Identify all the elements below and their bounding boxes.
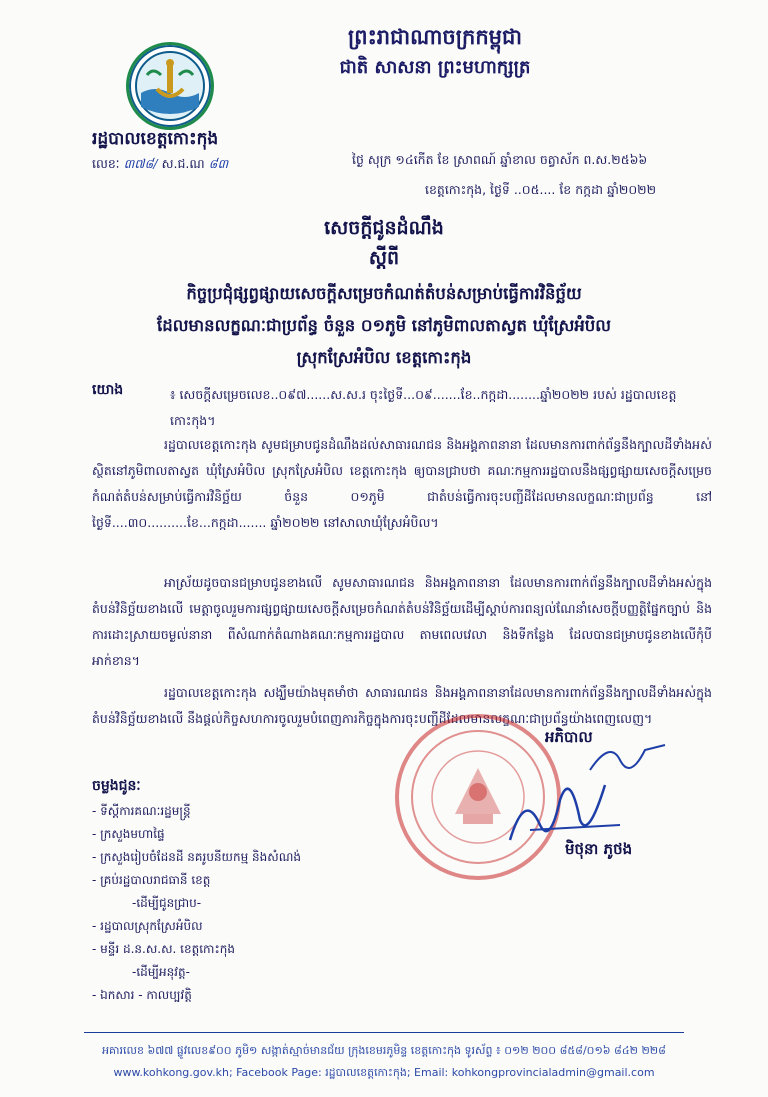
- document-title: សេចក្តីជូនដំណឹង: [324, 217, 444, 239]
- kingdom-heading: ព្រះរាជាណាចក្រកម្ពុជា: [347, 24, 522, 49]
- recipient-item: - ឯកសារ - កាលប្បវត្តិ: [92, 988, 192, 1002]
- national-motto: ជាតិ សាសនា ព្រះមហាក្សត្រ: [339, 57, 531, 78]
- ref-number-handwritten: ៣៧៨/: [123, 156, 158, 171]
- recipient-item: - ទីស្តីការគណៈរដ្ឋមន្ត្រី: [92, 804, 191, 818]
- recipient-item: - ក្រសួងមហាផ្ទៃ: [92, 827, 165, 841]
- footer-contact: www.kohkong.gov.kh; Facebook Page: រដ្ឋបាលខេត្តកោះកុង; Email: kohkongprovincialadmin@gmail.com: [113, 1066, 655, 1079]
- place-and-date: ខេត្តកោះកុង, ថ្ងៃទី ..០៥.... ខែ កក្កដា ឆ្នាំ២០២២: [425, 182, 657, 197]
- subject-line-1: កិច្ចប្រជុំផ្សព្វផ្សាយសេចក្តីសម្រេចកំណត់តំបន់សម្រាប់ធ្វើការវិនិច្ឆ័យ: [186, 284, 582, 303]
- issuing-authority: រដ្ឋបាលខេត្តកោះកុង: [92, 129, 219, 149]
- reference-label: យោង: [92, 382, 124, 398]
- ref-suffix: ស.ជ.ណ: [161, 156, 205, 171]
- recipients-title: ចម្លងជូនៈ: [92, 778, 141, 794]
- signatory-title: អភិបាល: [545, 728, 593, 746]
- recipient-item: - គ្រប់រដ្ឋបាលរាជធានី ខេត្ត: [92, 873, 211, 887]
- lunar-date: ថ្ងៃ សុក្រ ១៤កើត ខែ ស្រាពណ៍ ឆ្នាំខាល ចត្វាស័ក ព.ស.២៥៦៦: [352, 152, 648, 167]
- recipient-note: -ដើម្បីជូនជ្រាប-: [132, 896, 202, 910]
- recipient-item: - រដ្ឋបាលស្រុកស្រែអំបិល: [92, 919, 203, 933]
- body-paragraph-1: រដ្ឋបាលខេត្តកោះកុង សូមជម្រាបជូនដំណឹងដល់សាធារណជន និងអង្គភាពនានា ដែលមានការពាក់ព័ន្ធនឹងក្បាលដីទាំងអស់ ស្ថិតនៅភូមិពាលតាស្វត ឃុំស្រែអំបិល ស្រុកស្រែអំបិល ខេត្តកោះកុង ឲ្យបានជ្រាបថា គណៈកម្មការរដ្ឋបាលនឹងផ្សព្វផ្សាយសេចក្តីសម្រេចកំណត់តំបន់សម្រាប់ធ្វើការវិនិច្ឆ័យ ចំនួន ០១ភូមិ ជាតំបន់ធ្វើការចុះបញ្ជីដីដែលមានលក្ខណៈជាប្រព័ន្ធ នៅថ្ងៃទី....៣០..........ខែ...កក្កដា....... ឆ្នាំ២០២២ នៅសាលាឃុំស្រែអំបិល។: [92, 437, 712, 530]
- signatory-name: មិថុនា ភូថង: [565, 840, 633, 858]
- recipients-list: [92, 800, 301, 1007]
- ref-handnote: ៨៣: [208, 156, 229, 171]
- provincial-logo-icon: [126, 42, 214, 130]
- footer-divider: [84, 1032, 684, 1033]
- subject-line-2: ដែលមានលក្ខណៈជាប្រព័ន្ធ ចំនួន ០១ភូមិ នៅភូមិពាលតាស្វត ឃុំស្រែអំបិល: [157, 316, 611, 335]
- body-paragraph-2: អាស្រ័យដូចបានជម្រាបជូនខាងលើ សូមសាធារណជន និងអង្គភាពនានា ដែលមានការពាក់ព័ន្ធនឹងក្បាលដីទាំងអស់ក្នុងតំបន់វិនិច្ឆ័យខាងលើ មេត្តាចូលរួមការផ្សព្វផ្សាយសេចក្តីសម្រេចកំណត់តំបន់វិនិច្ឆ័យដើម្បីស្តាប់ការពន្យល់ណែនាំសេចក្តីបញ្ញត្តិផ្នែកច្បាប់ និងការដោះស្រាយចម្ងល់នានា ពីសំណាក់តំណាងគណៈកម្មការរដ្ឋបាល តាមពេលវេលា និងទីកន្លែង ដែលបានជម្រាបជូនខាងលើកុំបីអាក់ខាន។: [92, 575, 712, 668]
- title-about: ស្តីពី: [368, 247, 400, 269]
- signature-icon: [470, 730, 670, 850]
- reference-number: [92, 156, 228, 175]
- subject-line-3: ស្រុកស្រែអំបិល ខេត្តកោះកុង: [296, 348, 472, 367]
- recipient-item: - ក្រសួងរៀបចំដែនដី នគរូបនីយកម្ម និងសំណង់: [92, 850, 301, 864]
- recipient-item: - មន្ទីរ ដ.ន.ស.ស. ខេត្តកោះកុង: [92, 942, 235, 956]
- recipient-note: -ដើម្បីអនុវត្ត-: [132, 965, 190, 979]
- body-paragraph-3: រដ្ឋបាលខេត្តកោះកុង សង្ឃឹមយ៉ាងមុតមាំថា សាធារណជន និងអង្គភាពនានាដែលមានការពាក់ព័ន្ធនឹងក្បាលដីទាំងអស់ក្នុងតំបន់វិនិច្ឆ័យខាងលើ នឹងផ្តល់កិច្ចសហការចូលរួមបំពេញភារកិច្ចក្នុងការចុះបញ្ជីដីដែលមានលក្ខណៈជាប្រព័ន្ធយ៉ាងពេញលេញ។: [92, 685, 712, 726]
- reference-text: ៖ សេចក្តីសម្រេចលេខ..០៩៧......ស.ស.រ ចុះថ្ងៃទី...០៩.......ខែ..កក្កដា........ឆ្នាំ២០២២ របស់ រដ្ឋបាលខេត្តកោះកុង។: [170, 387, 677, 428]
- ref-prefix: លេខៈ: [92, 156, 120, 171]
- footer-address: អគារលេខ ៦៧៧ ផ្លូវលេខ៩០០ ភូមិ១ សង្កាត់ស្មាច់មានជ័យ ក្រុងខេមរភូមិន្ទ ខេត្តកោះកុង ទូរស័ព្ទ ៖ ០១២ ២០០ ៨៥៨/០១៦ ៨៤២ ២២៨: [102, 1044, 666, 1057]
